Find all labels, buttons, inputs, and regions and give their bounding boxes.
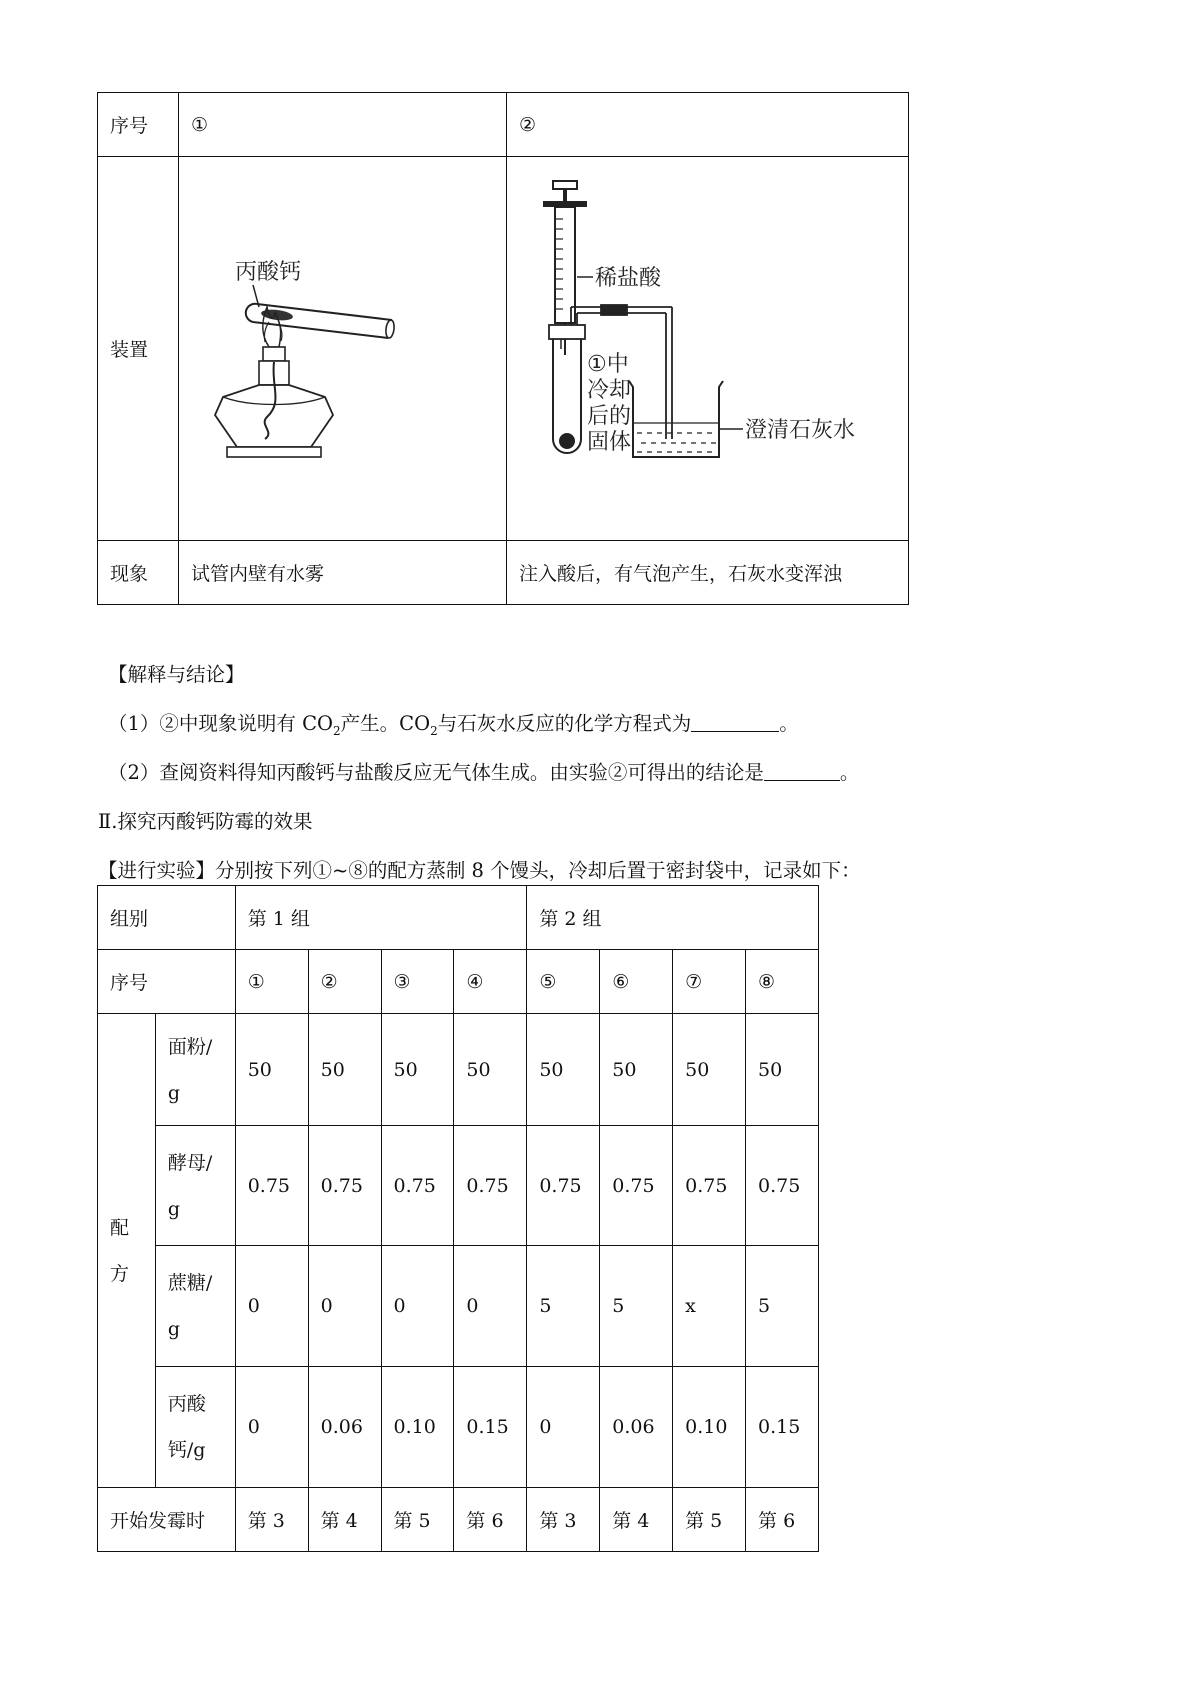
row-header-index: 序号	[98, 93, 179, 157]
index-cell: ④	[454, 950, 527, 1014]
value-cell: 0.75	[600, 1126, 673, 1246]
index-cell: ⑤	[527, 950, 600, 1014]
table-row	[98, 1126, 819, 1246]
mold-cell: 第 6	[746, 1488, 819, 1552]
value-cell: 0	[308, 1246, 381, 1367]
row-label: 丙酸 钙/g	[155, 1367, 235, 1488]
value-cell: 0.75	[235, 1126, 308, 1246]
value-cell: 50	[673, 1014, 746, 1126]
label-solid-line3: 后的	[587, 404, 632, 429]
value-cell: 50	[746, 1014, 819, 1126]
row-header-phenomenon: 现象	[98, 541, 179, 605]
part2-title: Ⅱ.探究丙酸钙防霉的效果	[98, 810, 313, 833]
label-limewater: 澄清石灰水	[745, 418, 856, 443]
group-header: 组别	[98, 886, 236, 950]
index-cell: ②	[308, 950, 381, 1014]
row-label: 面粉/ g	[155, 1014, 235, 1126]
index-cell: ⑧	[746, 950, 819, 1014]
apparatus-table	[97, 92, 909, 605]
col1-phenomenon: 试管内壁有水雾	[179, 541, 507, 605]
index-header: 序号	[98, 950, 236, 1014]
value-cell: 0	[235, 1246, 308, 1367]
col2-phenomenon: 注入酸后，有气泡产生，石灰水变浑浊	[507, 541, 909, 605]
value-cell: 0.10	[673, 1367, 746, 1488]
table-row	[98, 1246, 819, 1367]
experiment-label: 【进行实验】	[98, 859, 216, 882]
value-cell: 50	[381, 1014, 454, 1126]
value-cell: 0.15	[454, 1367, 527, 1488]
mold-cell: 第 4	[600, 1488, 673, 1552]
value-cell: 50	[308, 1014, 381, 1126]
value-cell: 0.75	[673, 1126, 746, 1246]
value-cell: 50	[235, 1014, 308, 1126]
value-cell: 0.75	[454, 1126, 527, 1246]
label-dilute-hcl: 稀盐酸	[595, 266, 662, 291]
group-2: 第 2 组	[527, 886, 819, 950]
value-cell: 0.06	[308, 1367, 381, 1488]
label-calcium-propionate: 丙酸钙	[235, 260, 302, 285]
table-row	[98, 1014, 819, 1126]
row-label: 酵母/ g	[155, 1126, 235, 1246]
value-cell: 0.15	[746, 1367, 819, 1488]
experiment-intro	[98, 855, 861, 883]
reaction-test-tube	[549, 325, 585, 453]
section-title: 【解释与结论】	[108, 663, 245, 686]
question-2: （2）查阅资料得知丙酸钙与盐酸反应无气体生成。由实验②可得出的结论是 。	[108, 761, 860, 784]
value-cell: 0	[527, 1367, 600, 1488]
value-cell: 0	[454, 1246, 527, 1367]
label-solid-line2: 冷却	[587, 378, 632, 403]
index-cell: ①	[235, 950, 308, 1014]
answer-blank-1[interactable]	[691, 713, 779, 732]
col2-index: ②	[507, 93, 909, 157]
value-cell: 0.10	[381, 1367, 454, 1488]
group-1: 第 1 组	[235, 886, 527, 950]
value-cell: 5	[527, 1246, 600, 1367]
value-cell: 5	[600, 1246, 673, 1367]
col1-index: ①	[179, 93, 507, 157]
mold-cell: 第 5	[381, 1488, 454, 1552]
row-header-apparatus: 装置	[98, 157, 179, 541]
mold-cell: 第 4	[308, 1488, 381, 1552]
question-1: （1）②中现象说明有 $CO_2$产生。$CO_2$与石灰水反应的化学方程式为 。	[108, 712, 799, 738]
label-solid-line4: 固体	[587, 430, 632, 455]
mold-cell: 第 6	[454, 1488, 527, 1552]
row-label: 蔗糖/ g	[155, 1246, 235, 1367]
value-cell: 50	[454, 1014, 527, 1126]
beaker	[629, 381, 723, 457]
value-cell: 0.75	[746, 1126, 819, 1246]
answer-blank-2[interactable]	[764, 762, 840, 781]
mold-cell: 第 5	[673, 1488, 746, 1552]
acid-reaction-figure	[507, 157, 907, 535]
heating-apparatus-figure	[179, 157, 505, 535]
mold-header: 开始发霉时	[98, 1488, 236, 1552]
value-cell: 0	[235, 1367, 308, 1488]
experiment-text: 分别按下列①~⑧的配方蒸制 8 个馒头，冷却后置于密封袋中，记录如下：	[215, 859, 861, 882]
table-row	[98, 1488, 819, 1552]
value-cell: 0.75	[527, 1126, 600, 1246]
value-cell: 0.75	[381, 1126, 454, 1246]
value-cell: 0	[381, 1246, 454, 1367]
value-cell: 5	[746, 1246, 819, 1367]
alcohol-lamp	[215, 347, 333, 457]
table-row	[98, 1367, 819, 1488]
label-solid-line1: ①中	[587, 352, 629, 377]
index-cell: ⑦	[673, 950, 746, 1014]
formula-table	[97, 885, 819, 1552]
index-cell: ⑥	[600, 950, 673, 1014]
mold-cell: 第 3	[235, 1488, 308, 1552]
mold-cell: 第 3	[527, 1488, 600, 1552]
index-cell: ③	[381, 950, 454, 1014]
apparatus-2-cell	[507, 157, 909, 541]
value-cell: 50	[600, 1014, 673, 1126]
value-cell: 50	[527, 1014, 600, 1126]
value-cell: 0.75	[308, 1126, 381, 1246]
test-tube	[246, 304, 395, 339]
value-cell: 0.06	[600, 1367, 673, 1488]
formula-header: 配 方	[98, 1014, 156, 1488]
apparatus-1-cell	[179, 157, 507, 541]
value-cell: x	[673, 1246, 746, 1367]
